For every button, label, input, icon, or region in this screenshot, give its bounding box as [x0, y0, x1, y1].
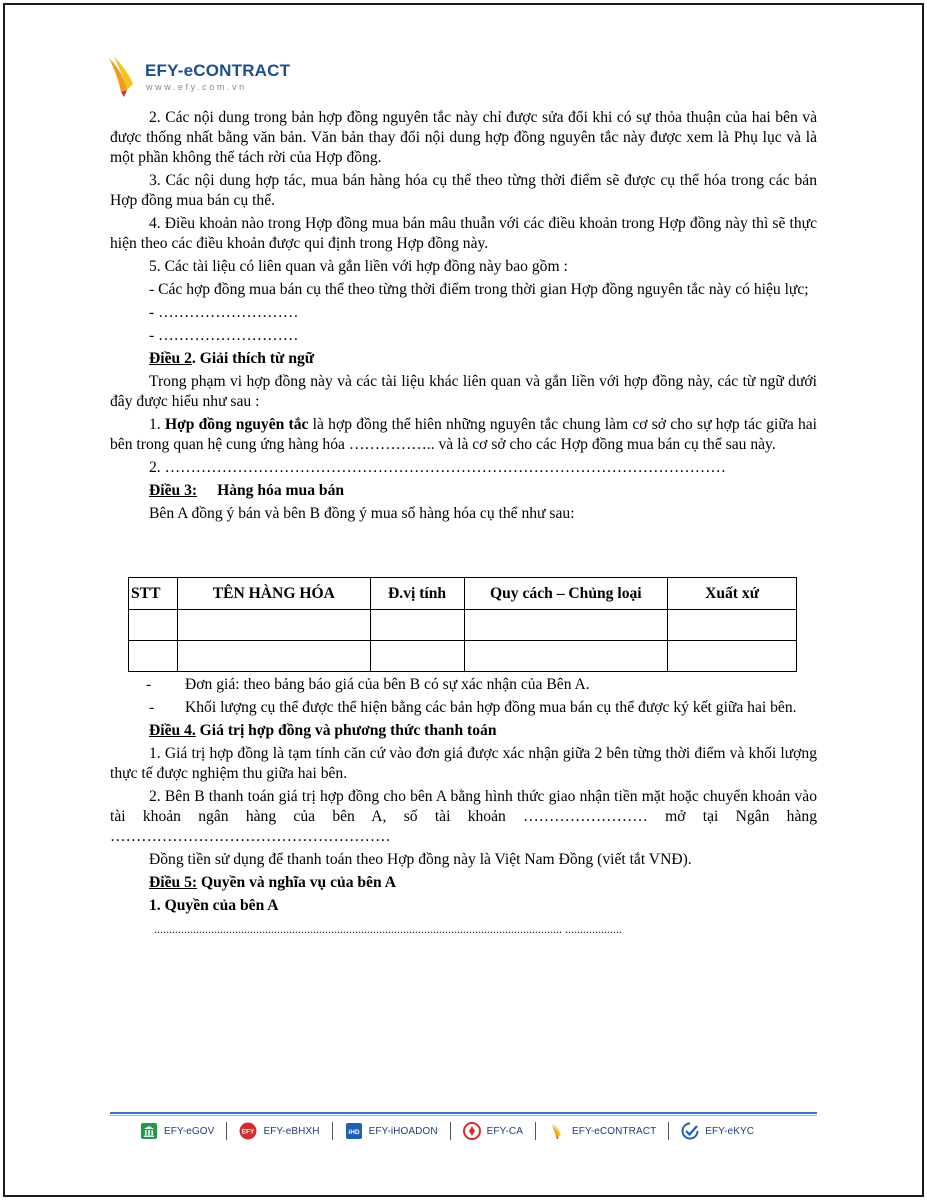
currency-clause: Đồng tiền sử dụng để thanh toán theo Hợp đồng này là Việt Nam Đồng (viết tắt VNĐ). — [149, 851, 692, 868]
doc-list-item: - Các hợp đồng mua bán cụ thể theo từng thời điểm trong thời gian Hợp đồng nguyên tắc này có hiệu lực; — [149, 281, 809, 298]
article-4-heading — [110, 721, 817, 741]
dash-marker: - — [149, 699, 155, 716]
table-cell — [464, 610, 668, 641]
price-note — [110, 675, 817, 695]
article-3-intro: Bên A đồng ý bán và bên B đồng ý mua số hàng hóa cụ thể như sau: — [149, 505, 575, 522]
table-cell — [129, 610, 178, 641]
article-number: Điều 2 — [149, 350, 192, 367]
footer-item-ebhxh — [239, 1122, 319, 1140]
footer-item-ca — [463, 1122, 523, 1140]
pen-nib-icon — [548, 1122, 566, 1140]
table-cell — [177, 641, 370, 672]
footer-separator — [450, 1122, 451, 1140]
footer-item-ihoadon — [345, 1122, 438, 1140]
article-number: Điều 3: — [149, 482, 198, 499]
article-title: Giá trị hợp đồng và phương thức thanh toán — [195, 722, 497, 739]
article-title: Hàng hóa mua bán — [217, 482, 345, 499]
article-2-heading — [110, 349, 817, 369]
col-header-origin: Xuất xứ — [668, 578, 797, 610]
dash-marker: - — [146, 676, 152, 693]
doc-list-item: - ……………………… — [149, 304, 299, 321]
efy-badge-icon — [239, 1122, 257, 1140]
clause-4: 4. Điều khoản nào trong Hợp đồng mua bán mâu thuẫn với các điều khoản trong Hợp đồng này thì sẽ thực hiện theo các điều khoản được qui định trong Hợp đồng này. — [110, 215, 817, 252]
table-cell — [129, 641, 178, 672]
footer-item-econtract — [548, 1122, 656, 1140]
table-row — [129, 641, 797, 672]
col-header-name: TÊN HÀNG HÓA — [177, 578, 370, 610]
footer-item-label: EFY-eCONTRACT — [572, 1125, 657, 1137]
footer-item-label: EFY-eKYC — [705, 1125, 755, 1137]
clause-5: 5. Các tài liệu có liên quan và gắn liền với hợp đồng này bao gồm : — [149, 258, 568, 275]
table-cell — [370, 641, 464, 672]
clause-3: 3. Các nội dung hợp tác, mua bán hàng hóa cụ thể theo từng thời điểm sẽ được cụ thể hóa trong các bản Hợp đồng mua bán cụ thể. — [110, 172, 817, 209]
logo-url: www.efy.com.vn — [146, 82, 247, 92]
footer-product-bar — [140, 1120, 800, 1142]
efy-badge-text: EFY — [242, 1128, 255, 1136]
definition-number: 1. — [149, 416, 165, 433]
article-2-intro: Trong phạm vi hợp đồng này và các tài liệu khác liên quan và gắn liền với hợp đồng này, các từ ngữ dưới đây được hiểu như sau : — [110, 373, 817, 410]
footer-separator — [332, 1122, 333, 1140]
goods-table — [128, 577, 797, 672]
pen-nib-icon — [105, 52, 141, 98]
footer-separator — [535, 1122, 536, 1140]
col-header-stt: STT — [129, 578, 178, 610]
quantity-note — [110, 698, 817, 718]
definition-text: là hợp đồng thể hiên những nguyên tắc chung làm cơ sở cho sự hợp tác giữa hai bên trong quan hệ cung ứng hàng hóa …………….. và là cơ sở cho các Hợp đồng mua bán cụ thể sau này. — [110, 416, 818, 453]
article-title: Quyền và nghĩa vụ của bên A — [197, 874, 396, 891]
subsection-title: 1. Quyền của bên A — [149, 897, 279, 914]
table-cell — [668, 641, 797, 672]
footer-item-egov — [140, 1122, 214, 1140]
footer-separator — [668, 1122, 669, 1140]
table-header-row — [129, 578, 797, 610]
article-title: . Giải thích từ ngữ — [191, 350, 315, 367]
table-cell — [177, 610, 370, 641]
doc-list-item: - ……………………… — [149, 327, 299, 344]
invoice-icon — [345, 1122, 363, 1140]
certificate-icon — [463, 1122, 481, 1140]
footer-item-label: EFY-eGOV — [164, 1125, 215, 1137]
invoice-icon-text: iHD — [347, 1129, 360, 1136]
col-header-unit: Đ.vị tính — [370, 578, 464, 610]
verify-check-icon — [681, 1122, 699, 1140]
col-header-spec: Quy cách – Chủng loại — [464, 578, 668, 610]
article-number: Điều 4. — [149, 722, 196, 739]
article-3-heading — [110, 481, 817, 501]
definition-1 — [110, 415, 817, 455]
table-cell — [464, 641, 668, 672]
payment-clause-1: 1. Giá trị hợp đồng là tạm tính căn cứ vào đơn giá được xác nhận giữa 2 bên từng thời điểm và khối lượng thực tế được nghiệm thu giữa hai bên. — [110, 745, 817, 782]
footer-divider — [110, 1112, 817, 1114]
definition-2: 2. ……………………………………………………………………………………………… — [149, 459, 726, 476]
defined-term: Hợp đồng nguyên tắc — [164, 416, 309, 433]
table-cell — [668, 610, 797, 641]
building-icon — [140, 1122, 158, 1140]
footer-separator — [226, 1122, 227, 1140]
table-row — [129, 610, 797, 641]
blank-dotted-line: ........................................................................................................................................ ................... — [154, 922, 622, 936]
document-body — [110, 108, 817, 939]
footer-item-ekyc — [681, 1122, 754, 1140]
clause-2: 2. Các nội dung trong bản hợp đồng nguyên tắc này chỉ được sửa đổi khi có sự thỏa thuận của hai bên và được thống nhất bằng văn bản. Văn bản thay đổi nội dung hợp đồng nguyên tắc này được xem là Phụ lục và là một phần không thể tách rời của Hợp đồng. — [110, 109, 817, 166]
footer-item-label: EFY-iHOADON — [368, 1125, 438, 1137]
price-note-text: Đơn giá: theo bảng báo giá của bên B có sự xác nhận của Bên A. — [185, 676, 590, 693]
article-5-heading — [110, 873, 817, 893]
footer-item-label: EFY-eBHXH — [263, 1125, 320, 1137]
table-cell — [370, 610, 464, 641]
logo-name: EFY-eCONTRACT — [145, 61, 291, 80]
quantity-note-text: Khối lượng cụ thể được thể hiện bằng các bản hợp đồng mua bán cụ thể được ký kết giữa hai bên. — [185, 699, 797, 716]
payment-clause-2: 2. Bên B thanh toán giá trị hợp đồng cho bên A bằng hình thức giao nhận tiền mặt hoặc chuyển khoản vào tài khoản ngân hàng của bên A, số tài khoản …………………… mở tại Ngân hàng ……………………………………………… — [110, 788, 817, 845]
footer-divider-thin — [110, 1115, 817, 1116]
article-number: Điều 5: — [149, 874, 198, 891]
footer-item-label: EFY-CA — [486, 1125, 523, 1137]
